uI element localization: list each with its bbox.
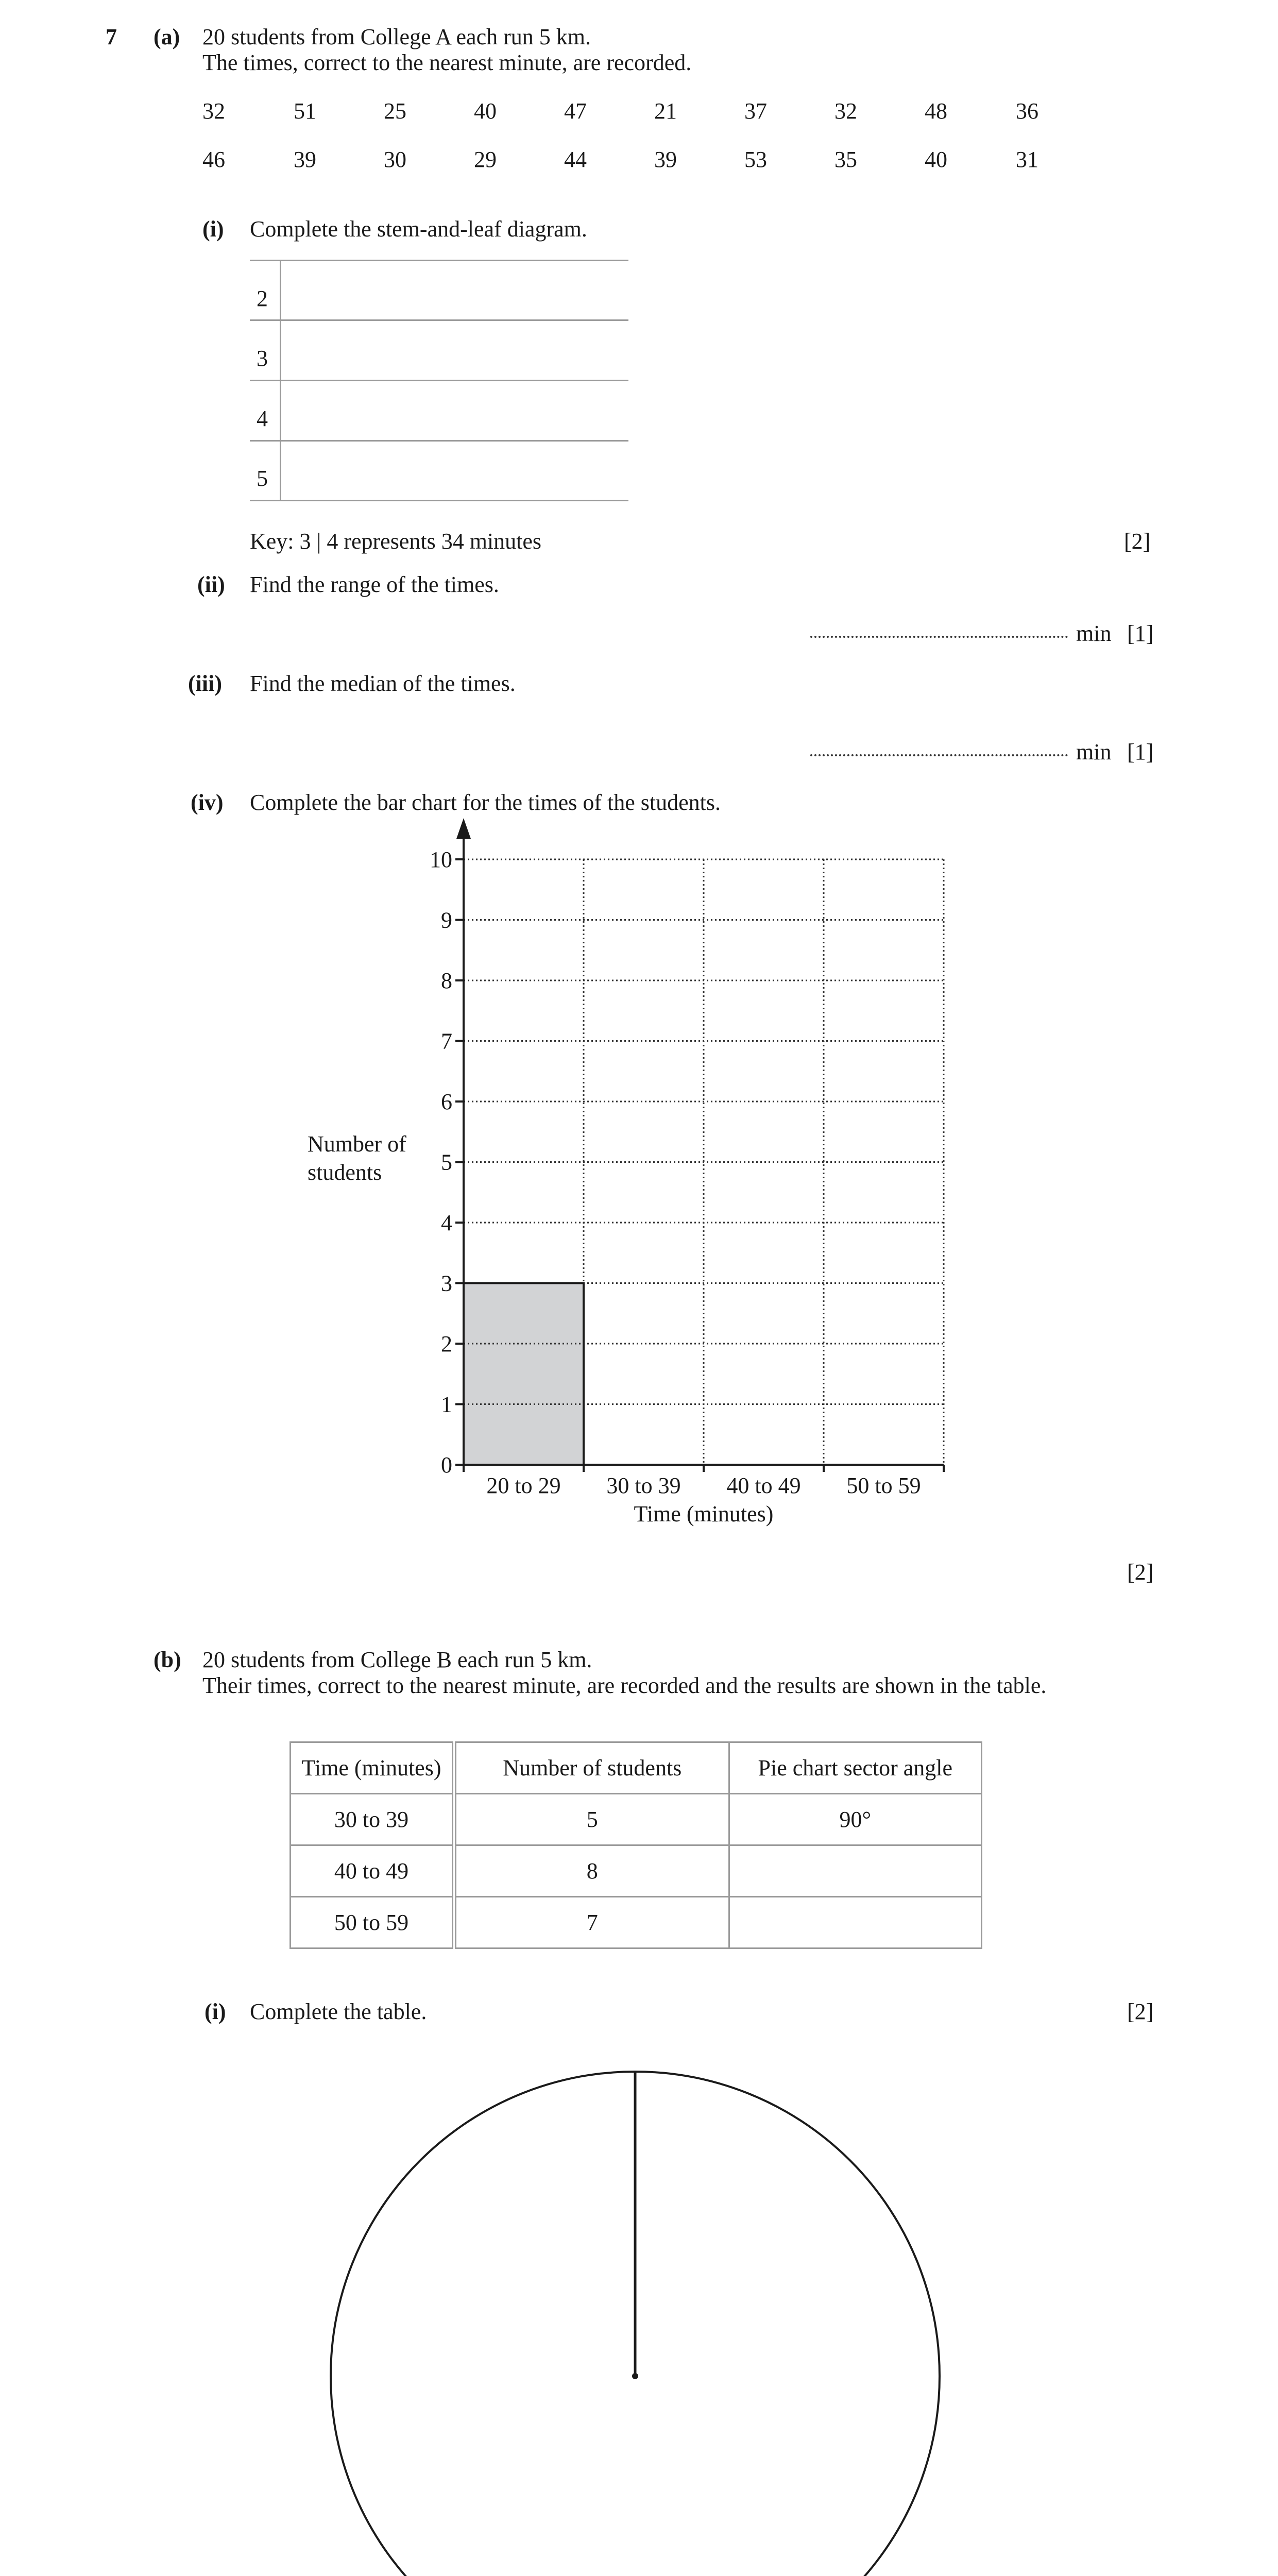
bar-chart [0,814,1278,1587]
range-unit: min [1076,621,1112,646]
part-a-i-marks: [2] [1124,529,1151,554]
x-category-label: 20 to 29 [486,1473,561,1498]
y-tick-label: 10 [430,847,452,872]
bar-answer-column[interactable] [704,859,824,1465]
cell-number: 5 [454,1794,729,1845]
time-value: 44 [564,147,587,172]
bar-answer-column[interactable] [824,859,944,1465]
x-category-label: 30 to 39 [606,1473,681,1498]
part-a-intro-line2: The times, correct to the nearest minute, are recorded. [202,50,692,75]
x-category-label: 40 to 49 [726,1473,801,1498]
header-angle: Pie chart sector angle [729,1742,981,1794]
time-value: 40 [925,147,947,172]
part-b-intro-line2: Their times, correct to the nearest minute, are recorded and the results are shown in the table. [202,1673,1047,1698]
bar-20-to-29 [464,1283,584,1465]
cell-angle-answer[interactable] [729,1845,981,1897]
cell-angle: 90° [729,1794,981,1845]
cell-number: 7 [454,1897,729,1948]
pie-chart[interactable] [0,2050,1278,2576]
time-value: 48 [925,98,947,124]
part-a-i-text: Complete the stem-and-leaf diagram. [250,216,587,242]
cell-number: 8 [454,1845,729,1897]
part-a-ii-text: Find the range of the times. [250,572,499,597]
table-row [291,1794,982,1845]
part-a-i-label: (i) [202,216,224,242]
table-row [291,1897,982,1948]
time-value: 35 [834,147,857,172]
y-tick-label: 8 [441,968,452,993]
part-a-iv-text: Complete the bar chart for the times of the students. [250,790,721,815]
part-a-label: (a) [154,24,180,49]
time-value: 37 [744,98,767,124]
part-a-ii-label: (ii) [197,572,225,597]
header-time: Time (minutes) [291,1742,454,1794]
part-b-i-text: Complete the table. [250,1999,427,2024]
time-value: 53 [744,147,767,172]
y-tick-label: 2 [441,1331,452,1357]
y-tick-label: 6 [441,1089,452,1114]
median-answer-line[interactable] [810,754,1068,756]
part-a-iv-label: (iv) [191,790,224,815]
y-tick-label: 3 [441,1270,452,1296]
stem-3: 3 [257,346,268,371]
part-b-intro-line1: 20 students from College B each run 5 km. [202,1647,592,1672]
question-number: 7 [106,24,117,49]
stem-5: 5 [257,466,268,491]
y-tick-label: 7 [441,1028,452,1054]
leaf-row-2-answer[interactable] [286,264,626,317]
cell-time: 50 to 59 [291,1897,454,1948]
table-row [291,1845,982,1897]
time-value: 39 [654,147,677,172]
cell-time: 40 to 49 [291,1845,454,1897]
x-category-label: 50 to 59 [846,1473,921,1498]
time-value: 21 [654,98,677,124]
leaf-row-3-answer[interactable] [286,324,626,377]
time-value: 40 [474,98,497,124]
table-header-row [291,1742,982,1794]
range-answer-line[interactable] [810,636,1068,638]
y-tick-label: 9 [441,907,452,933]
part-a-iii-marks: [1] [1127,739,1154,765]
time-value: 51 [294,98,316,124]
leaf-row-5-answer[interactable] [286,444,626,498]
part-a-ii-marks: [1] [1127,621,1154,646]
part-a-iii-label: (iii) [188,671,222,696]
time-value: 29 [474,147,497,172]
y-tick-label: 0 [441,1452,452,1478]
pie-centre-point [632,2373,638,2379]
time-value: 46 [202,147,225,172]
time-value: 32 [202,98,225,124]
time-value: 30 [384,147,406,172]
stem-4: 4 [257,406,268,431]
y-tick-label: 1 [441,1392,452,1417]
time-value: 25 [384,98,406,124]
y-axis-label-line2: students [308,1160,382,1185]
time-value: 31 [1016,147,1038,172]
cell-time: 30 to 39 [291,1794,454,1845]
y-axis-arrow-icon [456,818,471,839]
part-b-i-label: (i) [205,1999,226,2024]
college-b-table [289,1741,982,1949]
cell-angle-answer[interactable] [729,1897,981,1948]
median-unit: min [1076,739,1112,765]
time-value: 39 [294,147,316,172]
stem-2: 2 [257,286,268,311]
y-tick-label: 5 [441,1149,452,1175]
time-value: 47 [564,98,587,124]
y-tick-label: 4 [441,1210,452,1235]
y-axis-label-line1: Number of [308,1131,406,1157]
x-axis-label: Time (minutes) [634,1501,774,1527]
part-a-intro-line1: 20 students from College A each run 5 km. [202,24,591,49]
time-value: 36 [1016,98,1038,124]
part-a-iv-marks: [2] [1127,1560,1154,1585]
part-b-label: (b) [154,1647,181,1672]
leaf-row-4-answer[interactable] [286,384,626,437]
header-number: Number of students [454,1742,729,1794]
stem-leaf-key: Key: 3 | 4 represents 34 minutes [250,529,542,554]
part-a-iii-text: Find the median of the times. [250,671,516,696]
bar-answer-column[interactable] [584,859,704,1465]
time-value: 32 [834,98,857,124]
part-b-i-marks: [2] [1127,1999,1154,2024]
